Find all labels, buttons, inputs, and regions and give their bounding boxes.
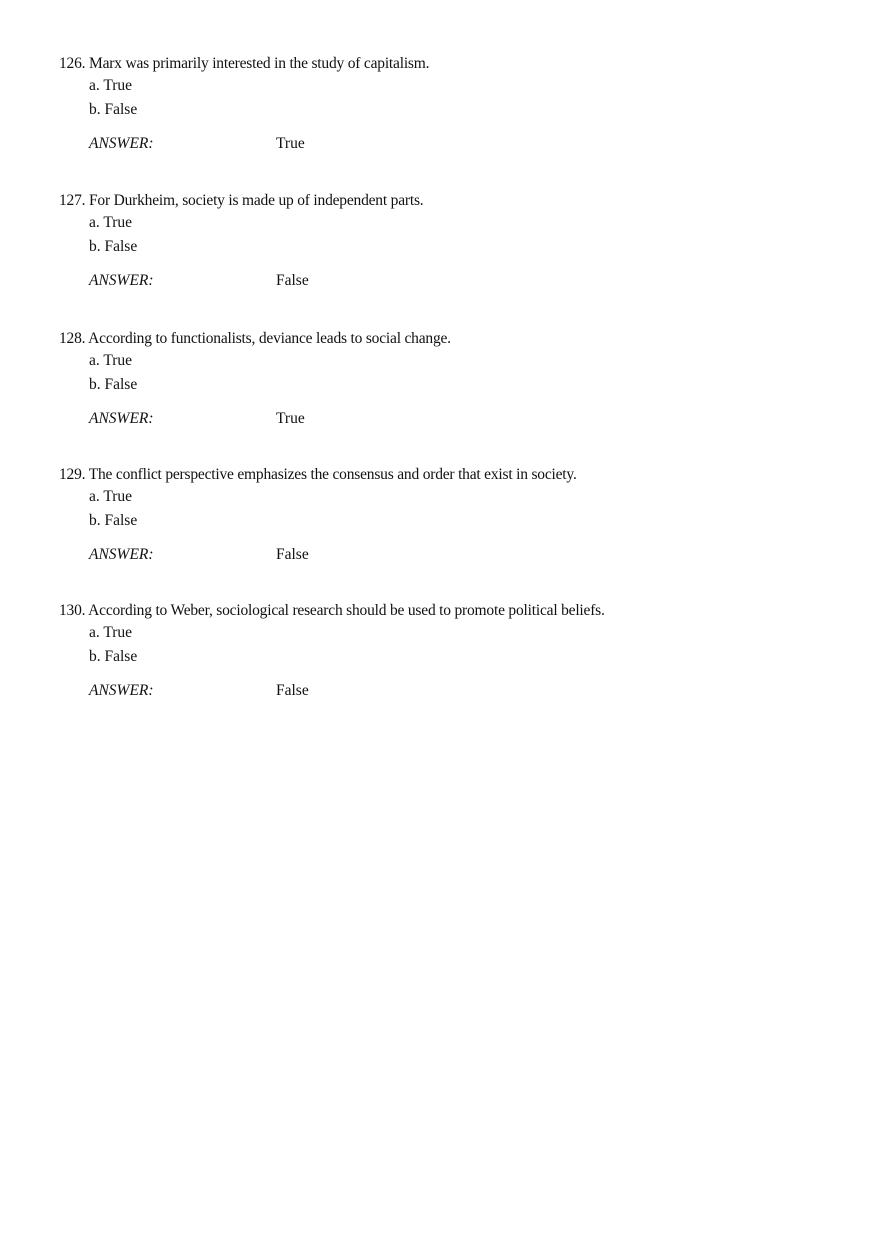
question-129 [59, 467, 849, 577]
answer-label: ANSWER: [89, 546, 154, 563]
question-text: According to Weber, sociological research should be used to promote political beliefs. [88, 602, 605, 619]
option-b: b. False [89, 238, 138, 255]
answer-label: ANSWER: [89, 272, 154, 289]
question-text: Marx was primarily interested in the study of capitalism. [89, 55, 430, 72]
question-text: The conflict perspective emphasizes the consensus and order that exist in society. [88, 466, 577, 483]
question-stem [59, 467, 577, 483]
question-stem [59, 193, 423, 209]
question-number: 129. [59, 466, 86, 483]
answer-label: ANSWER: [89, 682, 154, 699]
question-130 [59, 603, 849, 713]
option-a: a. True [89, 77, 133, 94]
option-b: b. False [89, 101, 138, 118]
answer-label: ANSWER: [89, 135, 154, 152]
question-126 [59, 56, 849, 166]
option-a: a. True [89, 488, 133, 505]
question-number: 128. [59, 330, 86, 347]
question-number: 130. [59, 602, 86, 619]
option-b: b. False [89, 648, 138, 665]
question-text: According to functionalists, deviance leads to social change. [88, 330, 451, 347]
question-stem [59, 56, 429, 72]
answer-value: False [276, 546, 309, 563]
option-b: b. False [89, 376, 138, 393]
option-a: a. True [89, 352, 133, 369]
question-stem [59, 603, 605, 619]
question-127 [59, 193, 849, 303]
question-stem [59, 331, 451, 347]
option-a: a. True [89, 624, 133, 641]
question-128 [59, 331, 849, 441]
answer-value: False [276, 272, 309, 289]
option-b: b. False [89, 512, 138, 529]
answer-value: True [276, 410, 305, 427]
option-a: a. True [89, 214, 133, 231]
answer-value: False [276, 682, 309, 699]
question-number: 127. [59, 192, 86, 209]
answer-value: True [276, 135, 305, 152]
question-number: 126. [59, 55, 86, 72]
question-text: For Durkheim, society is made up of independent parts. [89, 192, 424, 209]
answer-label: ANSWER: [89, 410, 154, 427]
